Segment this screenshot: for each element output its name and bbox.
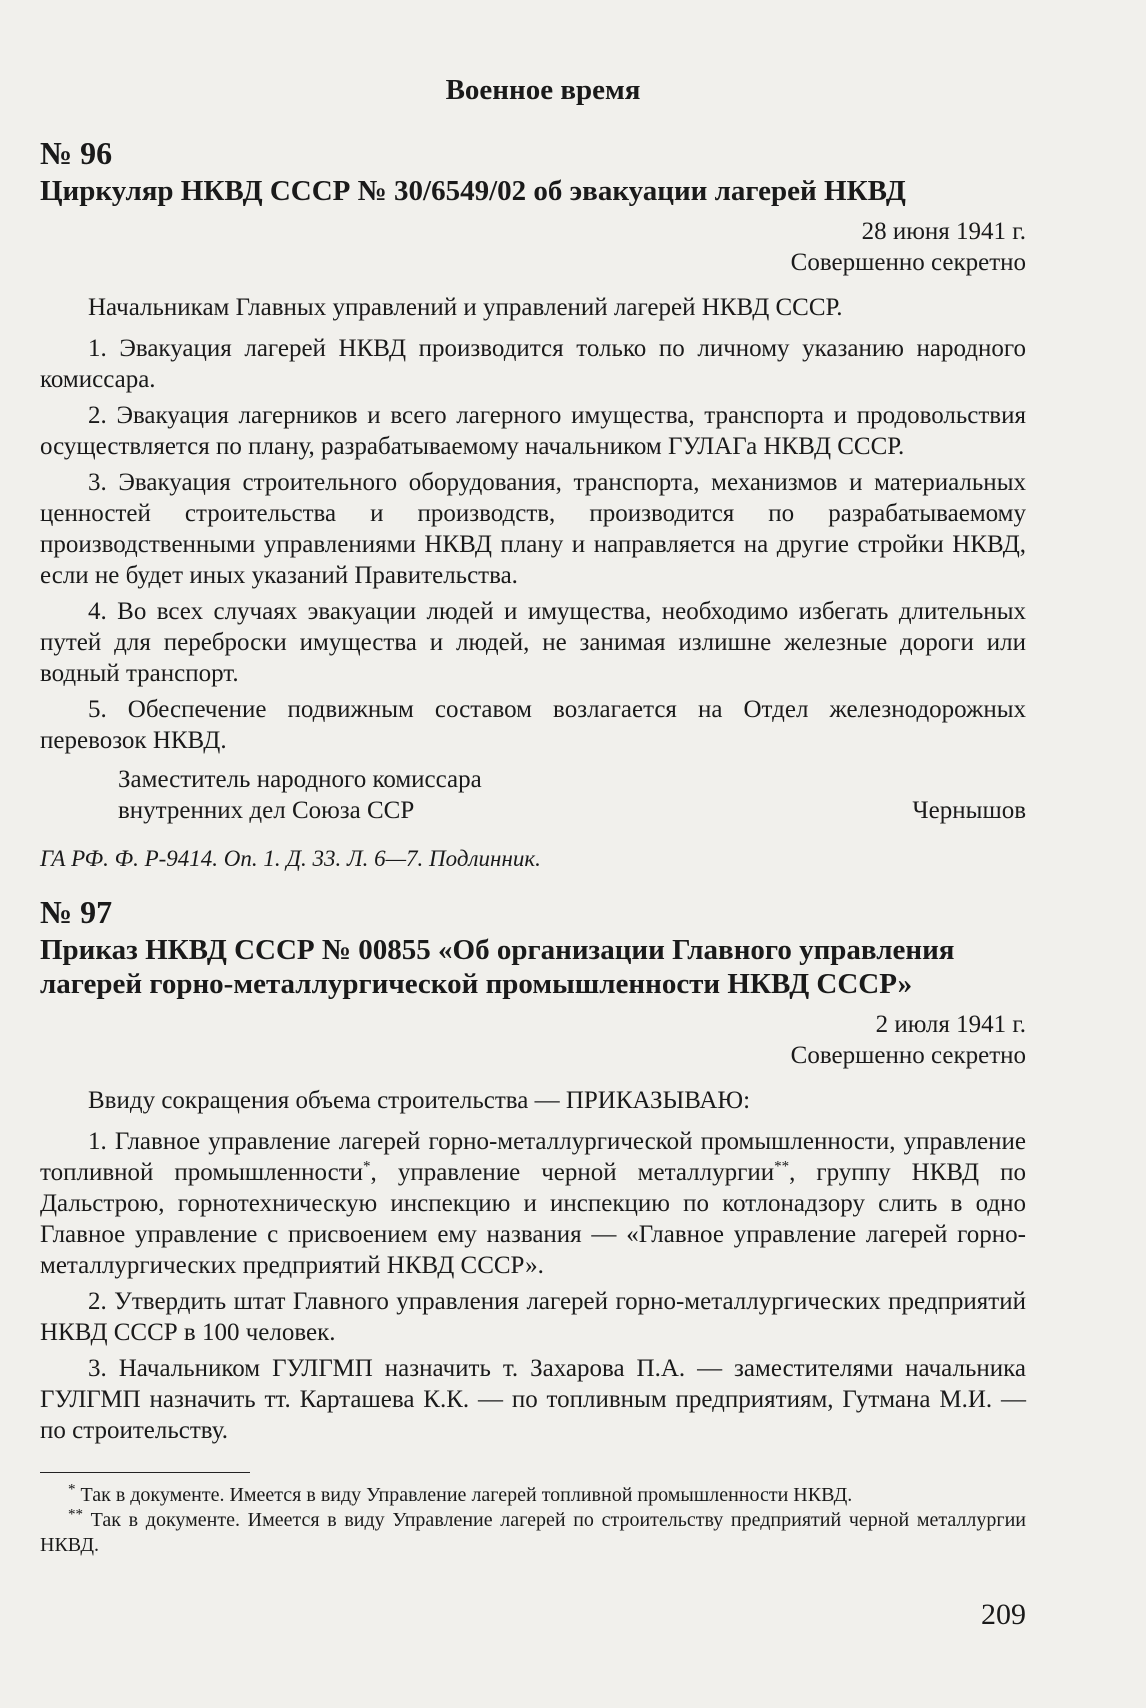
signature-title-line: Заместитель народного комиссара — [118, 766, 482, 793]
footnote-mark: * — [68, 1481, 76, 1498]
document-97 — [40, 894, 1026, 1446]
footnote-text: Так в документе. Имеется в виду Управление лагерей по строительству предприятий черной металлургии НКВД. — [40, 1509, 1027, 1556]
classification-stamp: Совершенно секретно — [790, 1042, 1026, 1069]
document-date: 2 июля 1941 г. — [875, 1011, 1026, 1038]
footnote-ref: ** — [774, 1158, 790, 1175]
footnotes — [40, 1483, 1026, 1558]
document-title: Приказ НКВД СССР № 00855 «Об организации Главного управления лагерей горно-металлургической промышленности НКВД СССР» — [40, 934, 955, 1000]
paragraph-item: 4. Во всех случаях эвакуации людей и имущества, необходимо избегать длительных путей для переброски имущества и людей, не занимая излишне железные дороги или водный транспорт. — [40, 598, 1026, 687]
item-text: 1. Главное управление лагерей горно-металлургической промышленности, управление топливной промышленности — [40, 1128, 1026, 1186]
paragraph-item: 1. Эвакуация лагерей НКВД производится только по личному указанию народного комиссара. — [40, 335, 1026, 393]
signature-title-line: внутренних дел Союза ССР — [118, 797, 415, 824]
paragraph-item: 3. Эвакуация строительного оборудования, транспорта, механизмов и материальных ценностей строительства и производств, производится по разрабатываемому производственными управлениями НКВД плану и направляется на другие стройки НКВД, если не будет иных указаний Правительства. — [40, 469, 1026, 589]
document-number: № 96 — [40, 135, 113, 171]
footnote — [40, 1483, 1026, 1508]
document-date: 28 июня 1941 г. — [861, 218, 1026, 245]
document-96 — [40, 135, 1026, 872]
paragraph-item — [40, 1126, 1026, 1281]
paragraph-item: 2. Эвакуация лагерников и всего лагерного имущества, транспорта и продовольствия осуществляется по плану, разрабатываемому начальником ГУЛАГа НКВД СССР. — [40, 402, 1026, 460]
footnote-text: Так в документе. Имеется в виду Управление лагерей топливной промышленности НКВД. — [80, 1484, 853, 1506]
paragraph-item: 3. Начальником ГУЛГМП назначить т. Захарова П.А. — заместителями начальника ГУЛГМП назначить тт. Карташева К.К. — по топливным предприятиям, Гутмана М.И. — по строительству. — [40, 1355, 1026, 1444]
paragraph-item: 2. Утвердить штат Главного управления лагерей горно-металлургических предприятий НКВД СССР в 100 человек. — [40, 1288, 1026, 1346]
item-text: , управление черной металлургии — [370, 1159, 775, 1186]
preamble: Ввиду сокращения объема строительства — ПРИКАЗЫВАЮ: — [88, 1087, 751, 1114]
addressee: Начальникам Главных управлений и управлений лагерей НКВД СССР. — [88, 294, 843, 321]
document-number: № 97 — [40, 894, 113, 930]
paragraph-item: 5. Обеспечение подвижным составом возлагается на Отдел железнодорожных перевозок НКВД. — [40, 696, 1026, 754]
signature-name: Чернышов — [912, 797, 1026, 824]
running-head: Военное время — [445, 74, 641, 106]
archival-source: ГА РФ. Ф. Р-9414. Оп. 1. Д. 33. Л. 6—7. Подлинник. — [40, 846, 541, 871]
page-number: 209 — [981, 1598, 1026, 1631]
footnote-mark: ** — [68, 1506, 83, 1523]
signature-block — [40, 764, 1026, 826]
footnote-rule — [40, 1472, 250, 1473]
classification-stamp: Совершенно секретно — [790, 249, 1026, 276]
footnote — [40, 1508, 1026, 1558]
document-title: Циркуляр НКВД СССР № 30/6549/02 об эвакуации лагерей НКВД — [40, 175, 906, 207]
item-text: , группу НКВД по Дальстрою, горнотехническую инспекцию и инспекцию по котлонадзору слить в одно Главное управление с присвоением ему названия — «Главное управление лагерей горно-металлургических предприятий НКВД СССР». — [40, 1159, 1026, 1279]
footnote-ref: * — [363, 1158, 371, 1175]
